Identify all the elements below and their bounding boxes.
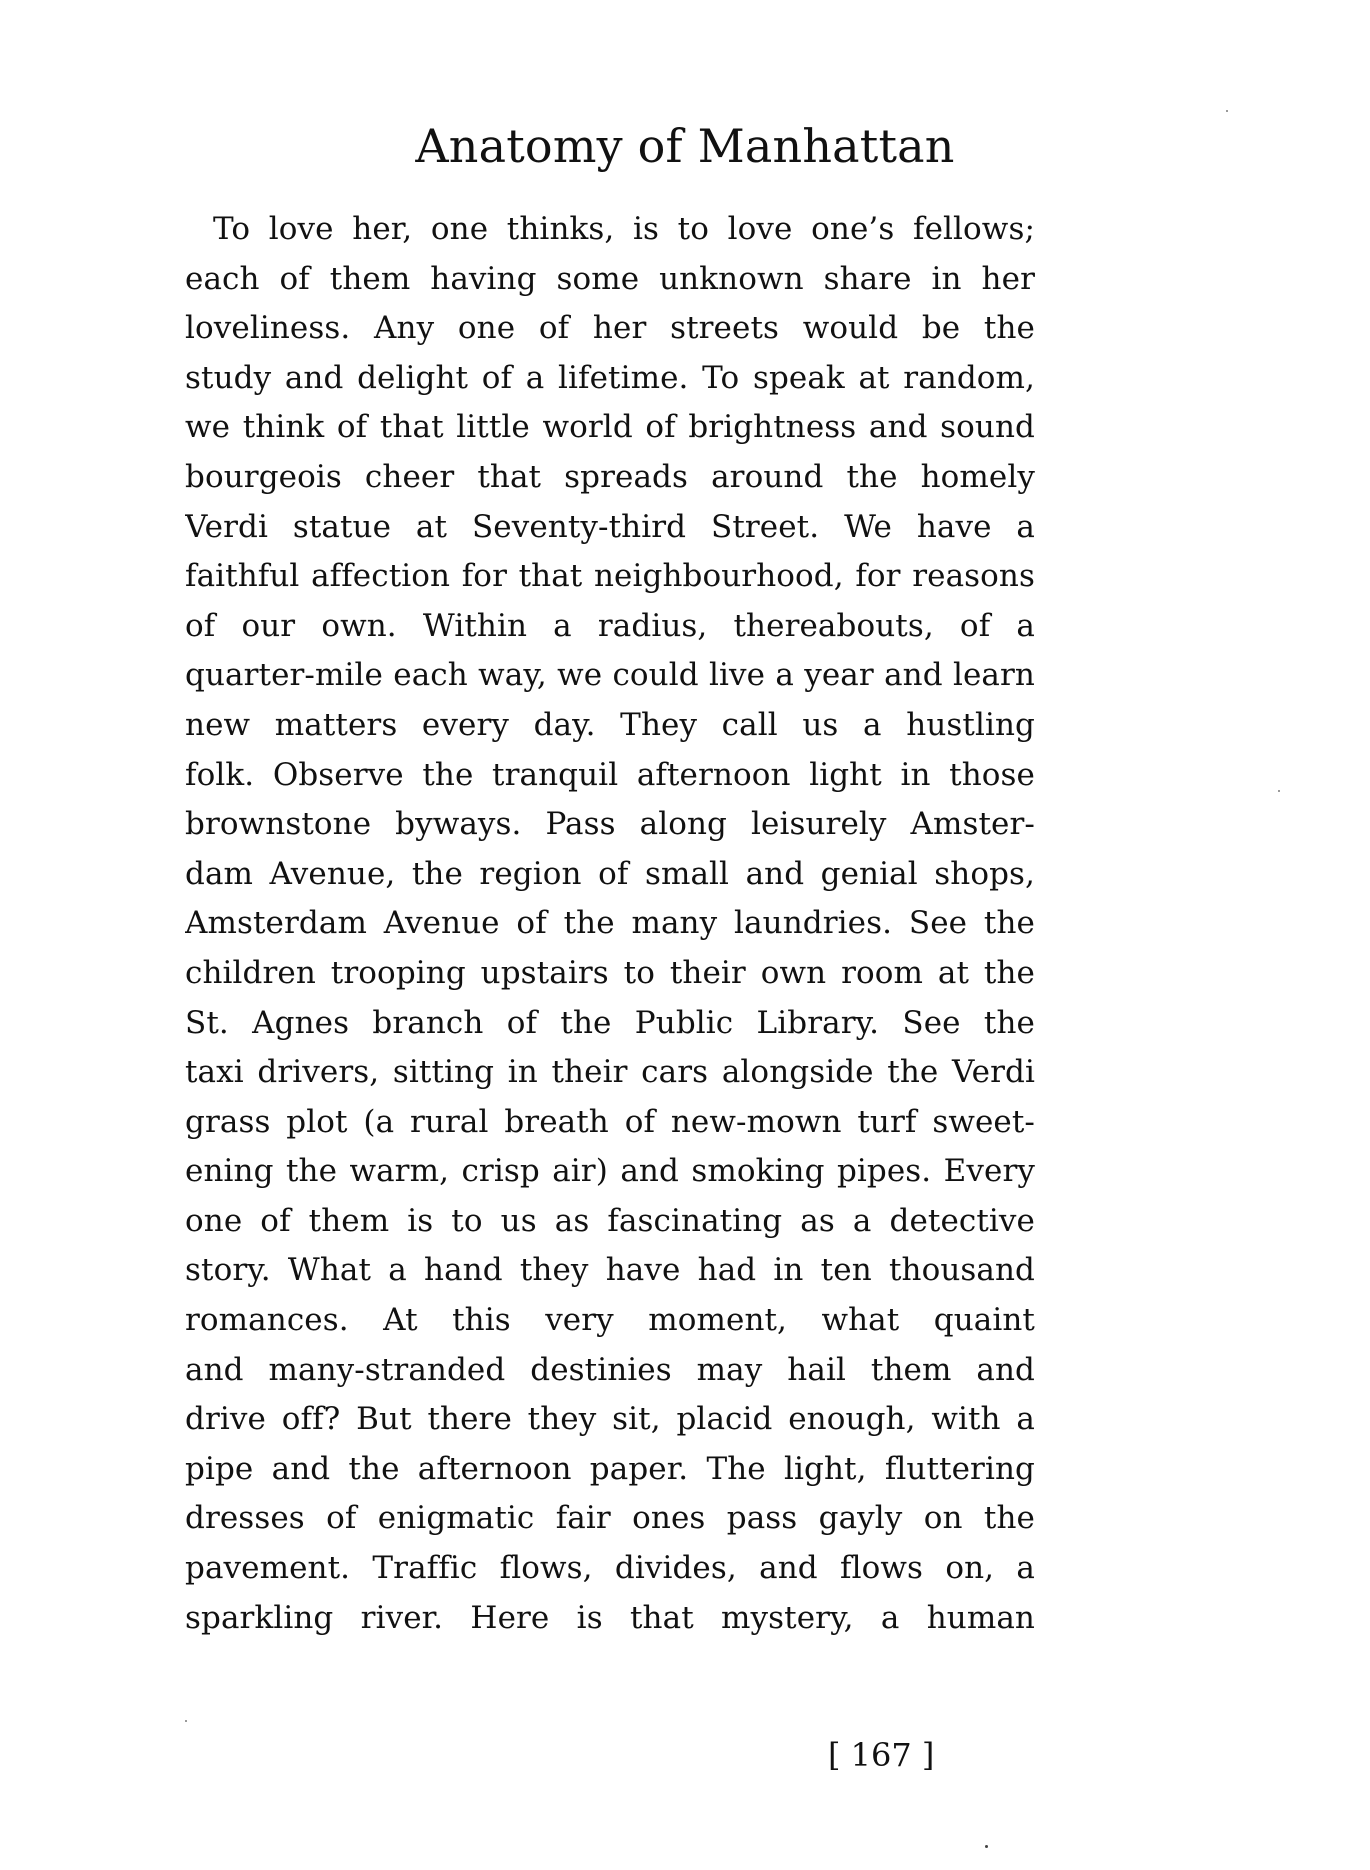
text-line: story. What a hand they have had in ten thousand bbox=[185, 1252, 1035, 1289]
text-line: children trooping upstairs to their own room at the bbox=[185, 954, 1035, 991]
text-line: sparkling river. Here is that mystery, a human bbox=[185, 1599, 1035, 1636]
text-line: of our own. Within a radius, thereabouts, of a bbox=[185, 607, 1035, 644]
text-line: To love her, one thinks, is to love one’s fellows; bbox=[213, 211, 1035, 247]
text-line: romances. At this very moment, what quaint bbox=[185, 1302, 1035, 1339]
text-line: dresses of enigmatic fair ones pass gayly on the bbox=[185, 1500, 1035, 1537]
text-line: St. Agnes branch of the Public Library. See the bbox=[185, 1004, 1035, 1041]
paper-speck bbox=[985, 1845, 988, 1848]
paper-speck bbox=[1226, 110, 1228, 112]
text-line: drive off? But there they sit, placid enough, with a bbox=[185, 1401, 1035, 1438]
text-line: Verdi statue at Seventy-third Street. We have a bbox=[185, 508, 1035, 545]
text-line: new matters every day. They call us a hustling bbox=[185, 706, 1035, 743]
text-line: dam Avenue, the region of small and genial shops, bbox=[185, 855, 1035, 892]
text-line: taxi drivers, sitting in their cars alongside the Verdi bbox=[185, 1054, 1035, 1091]
text-line: grass plot (a rural breath of new-mown turf sweet- bbox=[185, 1103, 1035, 1140]
running-head-title: Anatomy of Manhattan bbox=[415, 119, 955, 173]
text-line: each of them having some unknown share in her bbox=[185, 260, 1035, 297]
text-line: folk. Observe the tranquil afternoon light in those bbox=[185, 756, 1035, 793]
text-line: one of them is to us as fascinating as a detective bbox=[185, 1202, 1035, 1239]
text-line: brownstone byways. Pass along leisurely Amster- bbox=[185, 806, 1035, 843]
text-line: pavement. Traffic flows, divides, and flows on, a bbox=[185, 1550, 1035, 1587]
text-line: Amsterdam Avenue of the many laundries. See the bbox=[185, 905, 1035, 942]
text-line: bourgeois cheer that spreads around the homely bbox=[185, 458, 1035, 495]
paper-speck bbox=[1278, 790, 1280, 792]
text-line: we think of that little world of brightness and sound bbox=[185, 409, 1035, 446]
text-line: quarter-mile each way, we could live a year and learn bbox=[185, 657, 1035, 694]
text-line: study and delight of a lifetime. To speak at random, bbox=[185, 359, 1035, 396]
text-line: and many-stranded destinies may hail them and bbox=[185, 1351, 1035, 1388]
text-line: faithful affection for that neighbourhood, for reasons bbox=[185, 558, 1035, 595]
text-line: pipe and the afternoon paper. The light, fluttering bbox=[185, 1450, 1035, 1487]
text-line: ening the warm, crisp air) and smoking pipes. Every bbox=[185, 1153, 1035, 1190]
page-number: [ 167 ] bbox=[828, 1736, 935, 1774]
paper-speck bbox=[185, 1720, 187, 1722]
body-text bbox=[185, 205, 1035, 1643]
text-line: loveliness. Any one of her streets would be the bbox=[185, 310, 1035, 347]
